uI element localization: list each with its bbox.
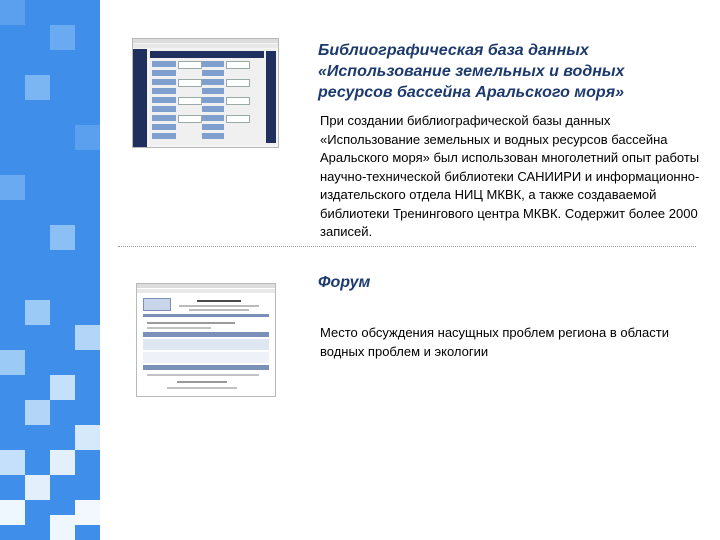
database-title: Библиографическая база данных «Использование земельных и водных ресурсов бассейна Аральского моря» [318,42,625,101]
forum-description: Место обсуждения насущных проблем региона в области водных проблем и экологии [320,325,669,359]
section-divider [118,246,696,247]
database-description: При создании библиографической базы данных «Использование земельных и водных ресурсов бассейна Аральского моря» был использован многолетний опыт работы научно-технической библиотеки САНИИРИ и информационно-издательского отдела НИЦ МКВК, а также создаваемой библиотеки Тренингового центра МКВК. Содержит более 2000 записей. [320,113,700,239]
forum-screenshot-thumbnail [136,283,276,397]
decorative-sidebar [0,0,100,540]
database-screenshot-thumbnail [132,38,279,148]
forum-title: Форум [318,274,371,291]
